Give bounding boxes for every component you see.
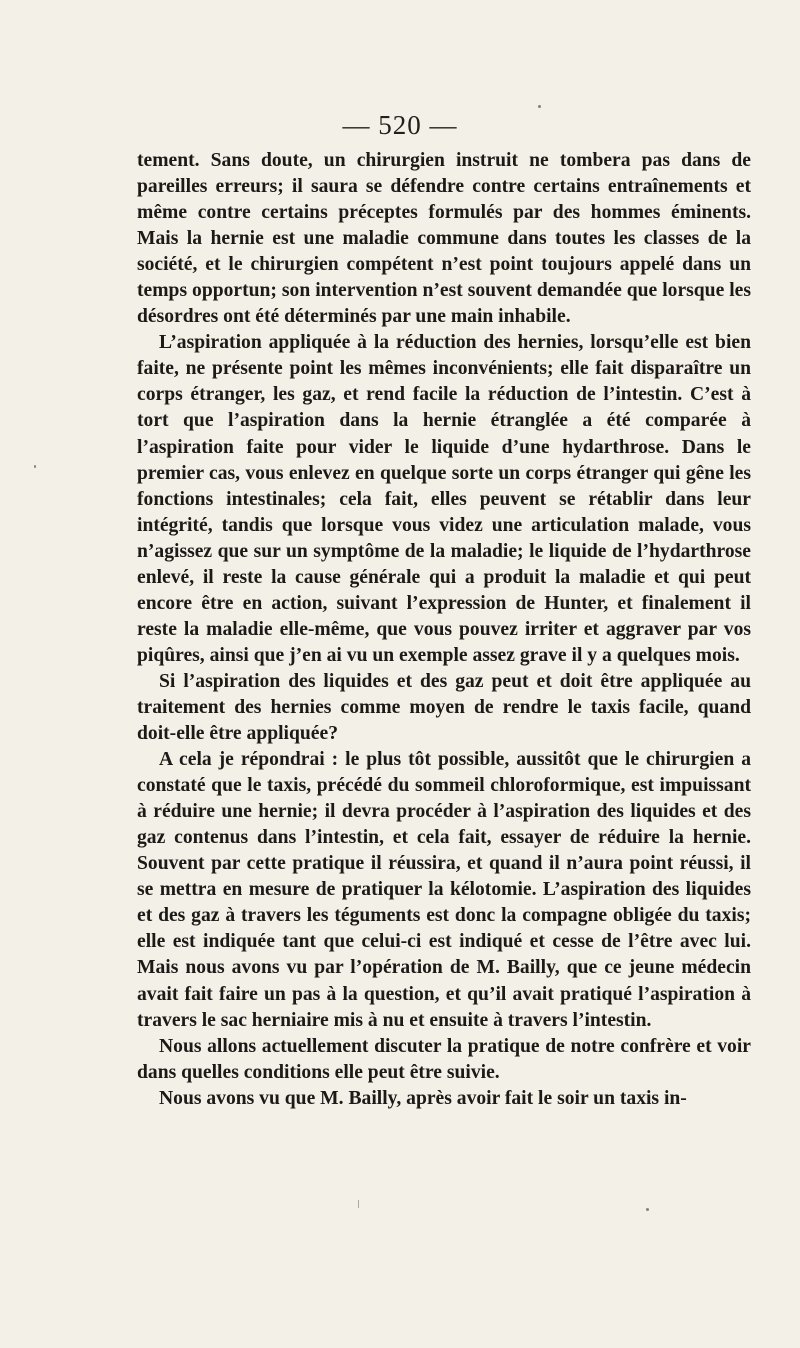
paragraph: Nous allons actuellement discuter la pratique de notre confrère et voir dans quelles conditions elle peut être suivie. bbox=[137, 1035, 751, 1083]
paragraph: L’aspiration appliquée à la réduction des hernies, lorsqu’elle est bien faite, ne présente point les mêmes inconvénients; elle fait disparaître un corps étranger, les gaz, et rend facile la réduction de l’intestin. C’est à tort que l’aspiration dans la hernie étranglée a été comparée à l’aspiration faite pour vider le liquide d’une hydarthrose. Dans le premier cas, vous enlevez en quelque sorte un corps étranger qui gêne les fonctions intestinales; cela fait, elles peuvent se rétablir dans leur intégrité, tandis que lorsque vous videz une articulation malade, vous n’agissez que sur un symptôme de la maladie; le liquide de l’hydarthrose enlevé, il reste la cause générale qui a produit la maladie et qui peut encore être en action, suivant l’expression de Hunter, et finalement il reste la maladie elle-même, que vous pouvez irriter et aggraver par vos piqûres, ainsi que j’en ai vu un exemple assez grave il y a quelques mois. bbox=[137, 332, 751, 666]
paper-speck bbox=[358, 1200, 359, 1208]
paragraph: Nous avons vu que M. Bailly, après avoir fait le soir un taxis in- bbox=[159, 1087, 687, 1109]
paper-speck bbox=[646, 1208, 649, 1211]
body-text bbox=[137, 148, 751, 1112]
paragraph: Si l’aspiration des liquides et des gaz peut et doit être appliquée au traitement des hernies comme moyen de rendre le taxis facile, quand doit-elle être appliquée? bbox=[137, 670, 751, 745]
paragraph: tement. Sans doute, un chirurgien instruit ne tombera pas dans de pareilles erreurs; il saura se défendre contre certains entraînements et même contre certains préceptes formulés par des hommes éminents. Mais la hernie est une maladie commune dans toutes les classes de la société, et le chirurgien compétent n’est point toujours appelé dans un temps opportun; son intervention n’est souvent demandée que lorsque les désordres ont été déterminés par une main inhabile. bbox=[137, 150, 751, 328]
paper-speck bbox=[34, 465, 36, 468]
paper-speck bbox=[538, 105, 541, 108]
page-number: — 520 — bbox=[342, 110, 458, 140]
paragraph: A cela je répondrai : le plus tôt possible, aussitôt que le chirurgien a constaté que le taxis, précédé du sommeil chloroformique, est impuissant à réduire une hernie; il devra procéder à l’aspiration des liquides et des gaz contenus dans l’intestin, et cela fait, essayer de réduire la hernie. Souvent par cette pratique il réussira, et quand il n’aura point réussi, il se mettra en mesure de pratiquer la kélotomie. L’aspiration des liquides et des gaz à travers les téguments est donc la compagne obligée du taxis; elle est indiquée tant que celui-ci est indiqué et cesse de l’être avec lui. Mais nous avons vu par l’opération de M. Bailly, que ce jeune médecin avait fait faire un pas à la question, et qu’il avait pratiqué l’aspiration à travers le sac herniaire mis à nu et ensuite à travers l’intestin. bbox=[137, 749, 751, 1031]
